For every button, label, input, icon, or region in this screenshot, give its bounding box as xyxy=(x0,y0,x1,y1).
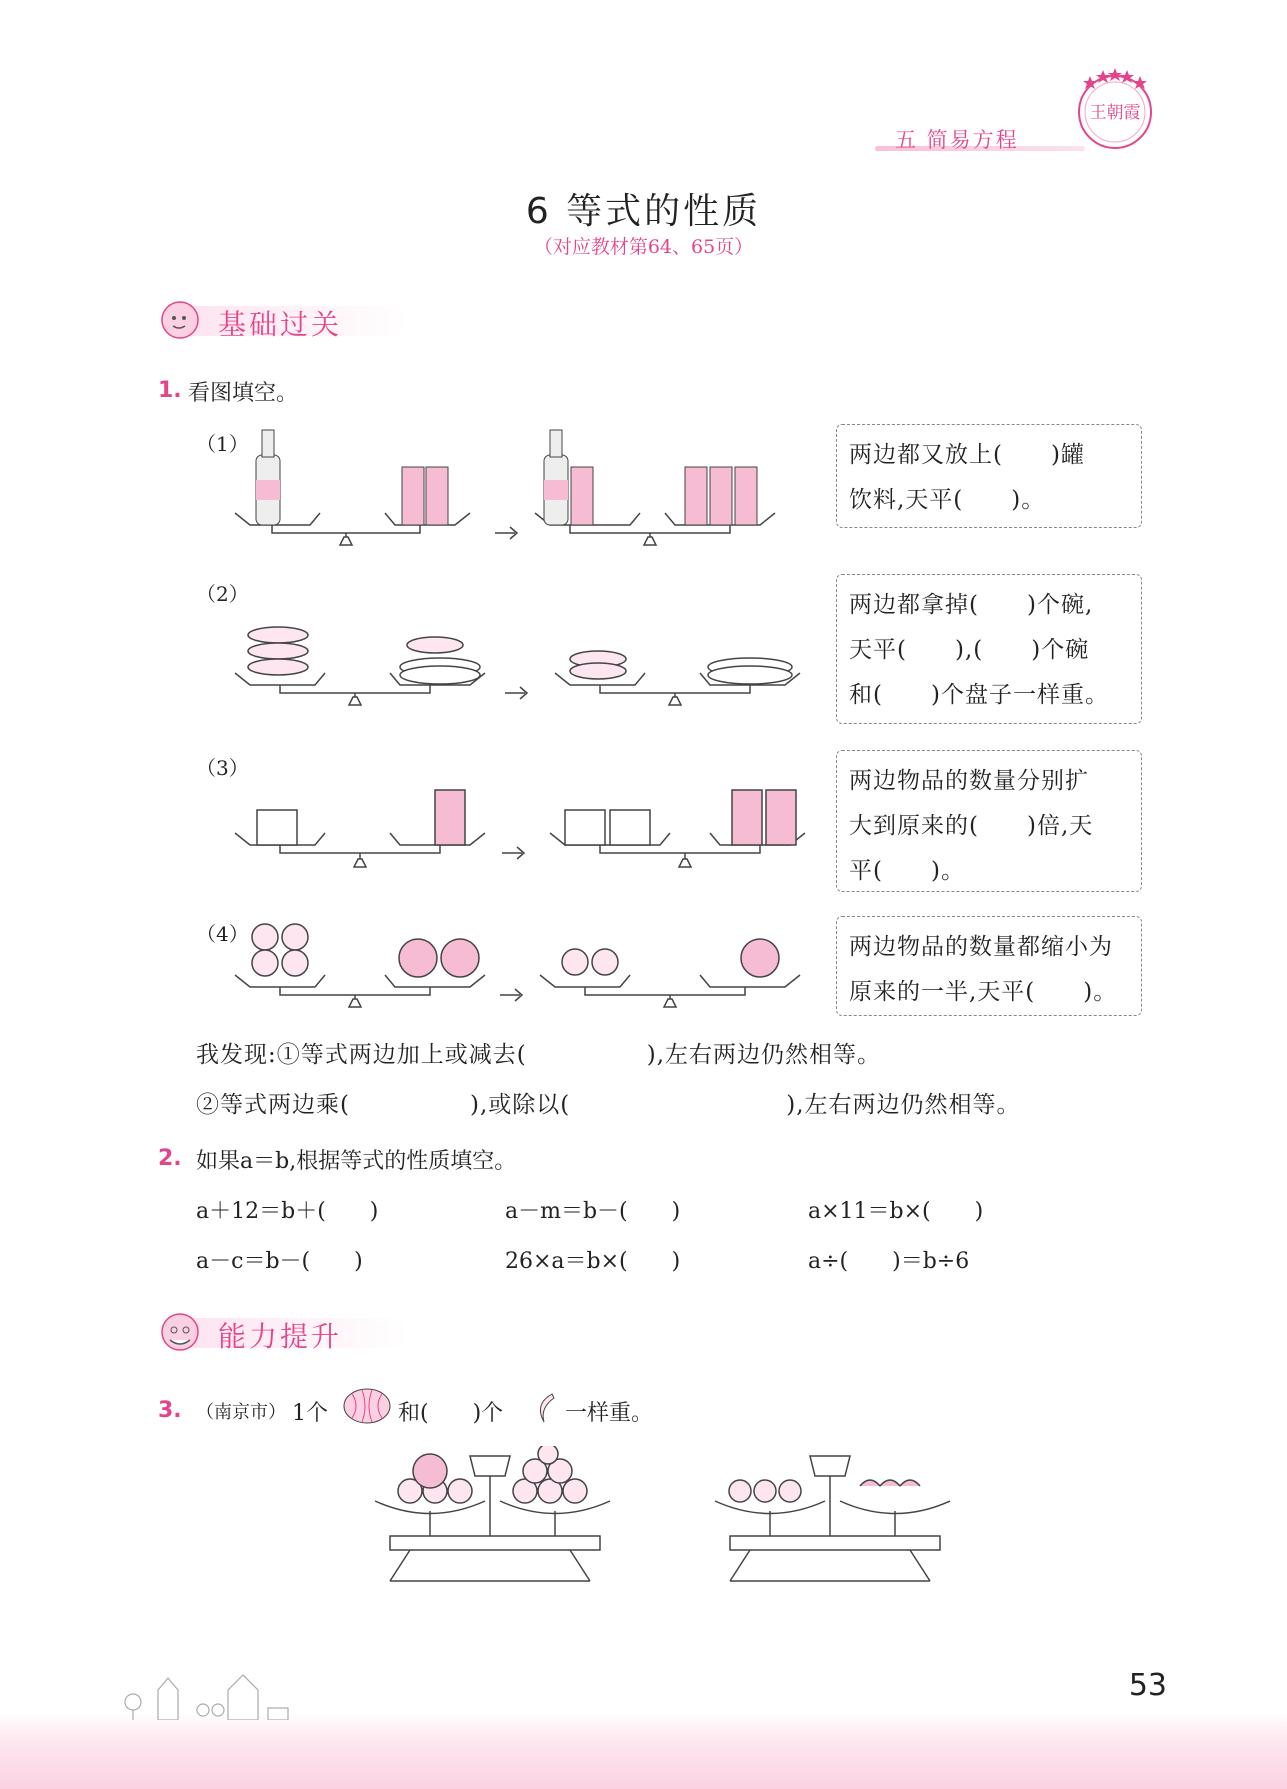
brand-logo xyxy=(1072,66,1158,152)
chapter-label: 五 简易方程 xyxy=(895,128,1019,152)
q3-text-b: 和( )个 xyxy=(398,1401,504,1426)
q1-part3-line3: 平( )。 xyxy=(849,858,965,884)
q1-part2-answer-box xyxy=(836,574,1142,724)
q2-eq-1: a＋12＝b＋( ) xyxy=(196,1199,379,1224)
section-header-basic xyxy=(158,298,418,342)
q1-part2-label: （2） xyxy=(196,582,249,606)
mascot-icon xyxy=(158,298,208,342)
q3-scales-figure xyxy=(370,1446,950,1592)
q1-part3-line1: 两边物品的数量分别扩 xyxy=(849,768,1089,794)
q1-number: 1. xyxy=(158,378,182,403)
q3-text-a: 1个 xyxy=(292,1401,328,1426)
q2-eq-3: a×11＝b×( ) xyxy=(808,1199,984,1224)
q1-finding-2: ②等式两边乘( ),或除以( ),左右两边仍然相等。 xyxy=(196,1092,1021,1118)
can-icons xyxy=(402,467,448,525)
q2-number: 2. xyxy=(158,1146,182,1171)
q1-part4-answer-box xyxy=(836,916,1142,1016)
q2-eq-6: a÷( )＝b÷6 xyxy=(808,1249,970,1274)
q1-part2-line1: 两边都拿掉( )个碗, xyxy=(849,592,1094,618)
section-title-advanced: 能力提升 xyxy=(218,1320,343,1353)
q3-number: 3. xyxy=(158,1398,182,1423)
page-title: 6 等式的性质 xyxy=(525,191,762,232)
watermelon-icon xyxy=(342,1386,392,1426)
q1-part4-line1: 两边物品的数量都缩小为 xyxy=(849,934,1113,960)
balance-figure-2 xyxy=(230,615,820,715)
q1-text: 看图填空。 xyxy=(188,381,299,406)
q2-eq-2: a－m＝b－( ) xyxy=(505,1199,681,1224)
logo-text: 王朝霞 xyxy=(1089,103,1141,123)
q2-eq-4: a－c＝b－( ) xyxy=(196,1249,363,1274)
banana-icon xyxy=(530,1390,560,1426)
q1-part2-line3: 和( )个盘子一样重。 xyxy=(849,682,1109,708)
q1-finding-1: 我发现:①等式两边加上或减去( ),左右两边仍然相等。 xyxy=(196,1042,882,1068)
q1-part3-label: （3） xyxy=(196,756,249,780)
town-decoration xyxy=(118,1650,438,1720)
section-title-basic: 基础过关 xyxy=(218,308,343,341)
page-subtitle: （对应教材第64、65页） xyxy=(533,236,754,258)
q2-text: 如果a＝b,根据等式的性质填空。 xyxy=(196,1149,517,1174)
balance-figure-4 xyxy=(230,915,820,1015)
mascot-grandpa-icon xyxy=(158,1310,208,1354)
balance-figure-1 xyxy=(230,425,815,555)
section-header-advanced xyxy=(158,1310,418,1354)
q2-eq-5: 26×a＝b×( ) xyxy=(505,1249,681,1274)
q1-part1-line1: 两边都又放上( )罐 xyxy=(849,442,1085,468)
q1-part1-answer-box xyxy=(836,424,1142,528)
q1-part3-line2: 大到原来的( )倍,天 xyxy=(849,813,1094,839)
balance-figure-3 xyxy=(230,785,820,885)
q1-part1-line2: 饮料,天平( )。 xyxy=(849,487,1046,513)
q3-text-c: 一样重。 xyxy=(565,1401,654,1426)
q1-part3-answer-box xyxy=(836,750,1142,892)
q1-part1-label: （1） xyxy=(196,432,249,456)
q1-part4-label: （4） xyxy=(196,922,249,946)
q1-part4-line2: 原来的一半,天平( )。 xyxy=(849,979,1118,1005)
q3-source: （南京市） xyxy=(196,1402,286,1423)
page-number: 53 xyxy=(1128,1668,1167,1703)
bottle-icon xyxy=(256,430,280,525)
q1-part2-line2: 天平( ),( )个碗 xyxy=(849,637,1090,663)
footer-band xyxy=(0,1712,1287,1789)
